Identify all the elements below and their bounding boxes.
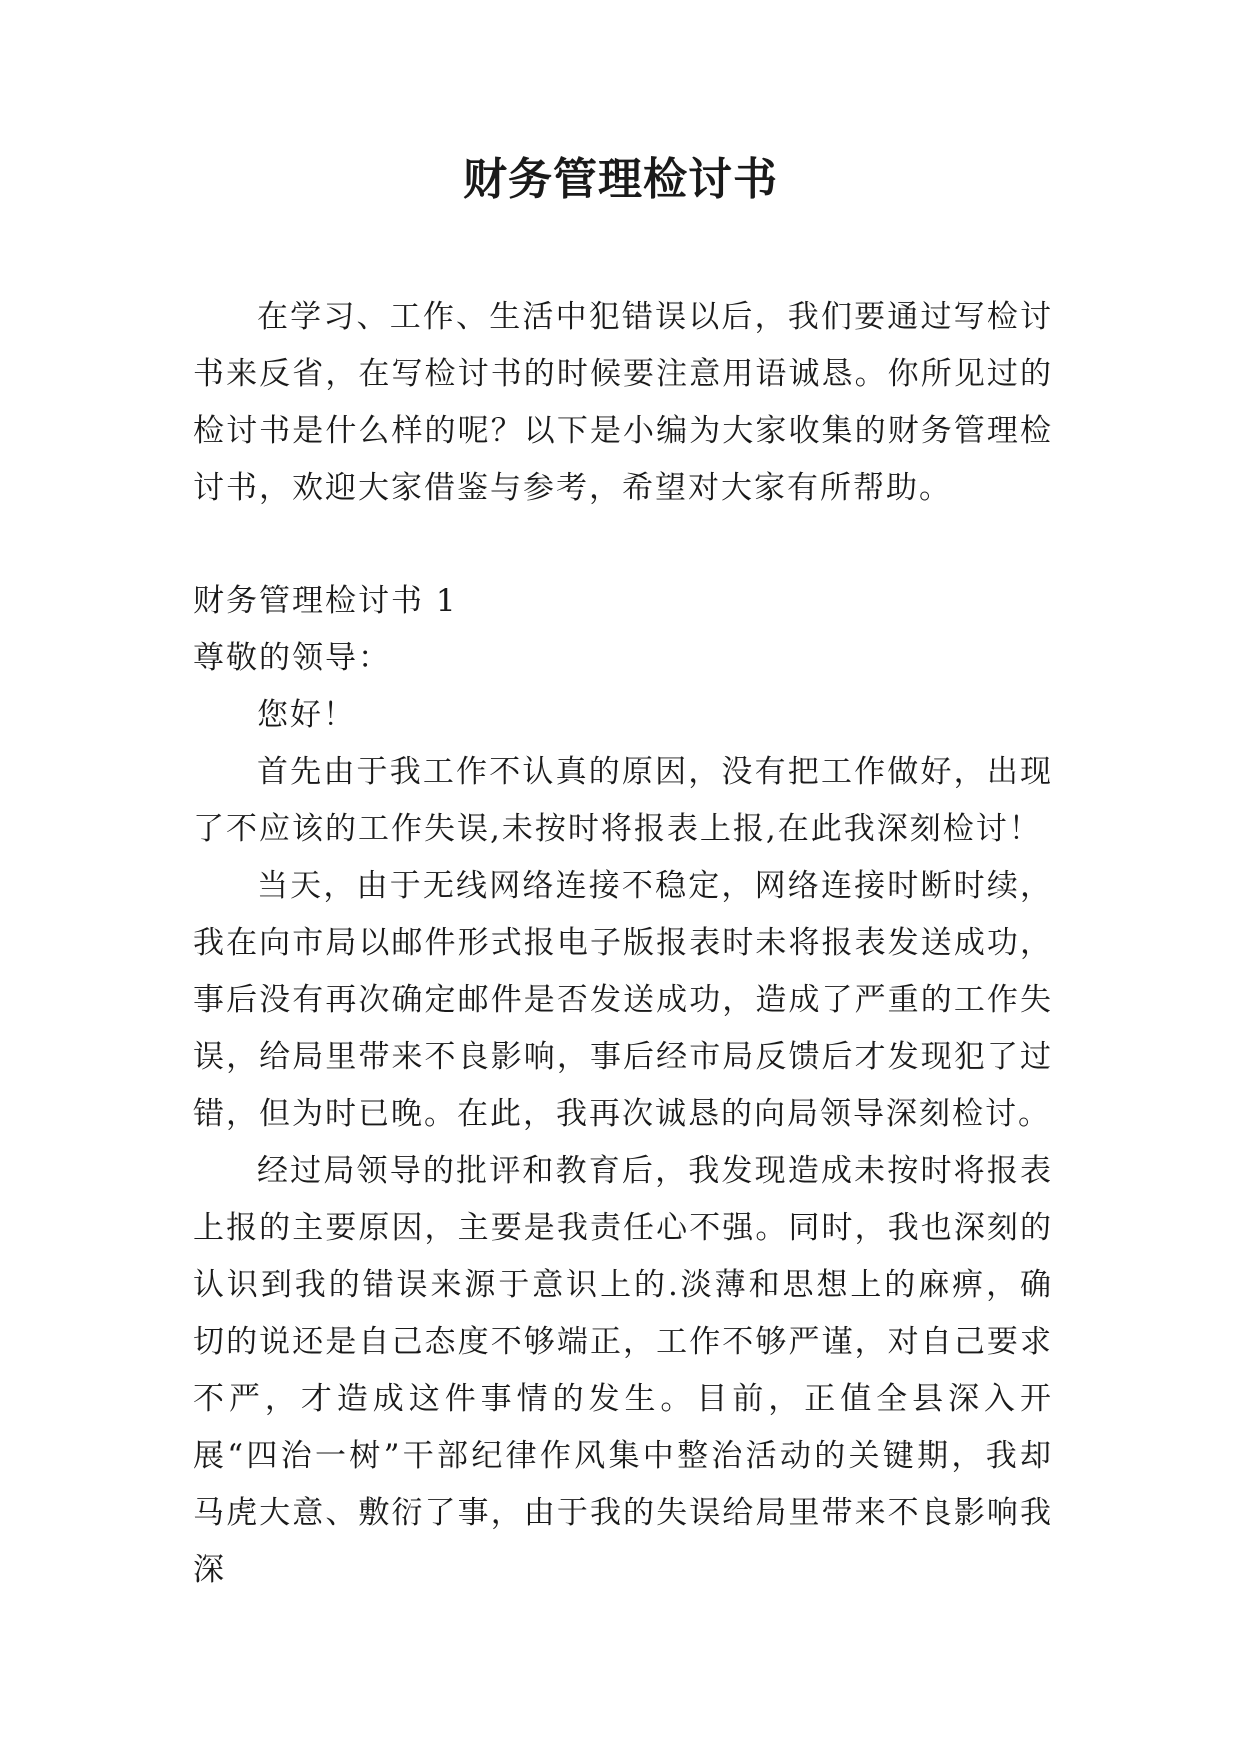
salutation: 尊敬的领导： — [193, 640, 391, 676]
document-title: 财务管理检讨书 — [463, 154, 778, 205]
body-paragraph: 当天，由于无线网络连接不稳定，网络连接时断时续，我在向市局以邮件形式报电子版报表时未将报表发送成功，事后没有再次确定邮件是否发送成功，造成了严重的工作失误，给局里带来不良影响，事后经市局反馈后才发现犯了过错，但为时已晚。在此，我再次诚恳的向局领导深刻检讨。 — [193, 868, 1053, 1132]
body-paragraph: 经过局领导的批评和教育后，我发现造成未按时将报表上报的主要原因，主要是我责任心不强。同时，我也深刻的认识到我的错误来源于意识上的.淡薄和思想上的麻痹，确切的说还是自己态度不够端正，工作不够严谨，对自己要求不严，才造成这件事情的发生。目前，正值全县深入开展“四治一树”干部纪律作风集中整治活动的关键期，我却马虎大意、敷衍了事，由于我的失误给局里带来不良影响我深 — [193, 1153, 1053, 1588]
intro-paragraph: 在学习、工作、生活中犯错误以后，我们要通过写检讨书来反省，在写检讨书的时候要注意用语诚恳。你所见过的检讨书是什么样的呢？以下是小编为大家收集的财务管理检讨书，欢迎大家借鉴与参考，希望对大家有所帮助。 — [193, 299, 1053, 506]
body-paragraph: 首先由于我工作不认真的原因，没有把工作做好，出现了不应该的工作失误,未按时将报表上报,在此我深刻检讨！ — [193, 754, 1053, 847]
section-heading: 财务管理检讨书 1 — [193, 583, 458, 619]
document-body — [193, 289, 1053, 1599]
greeting: 您好！ — [257, 697, 356, 733]
paragraph-spacer — [193, 517, 1053, 573]
